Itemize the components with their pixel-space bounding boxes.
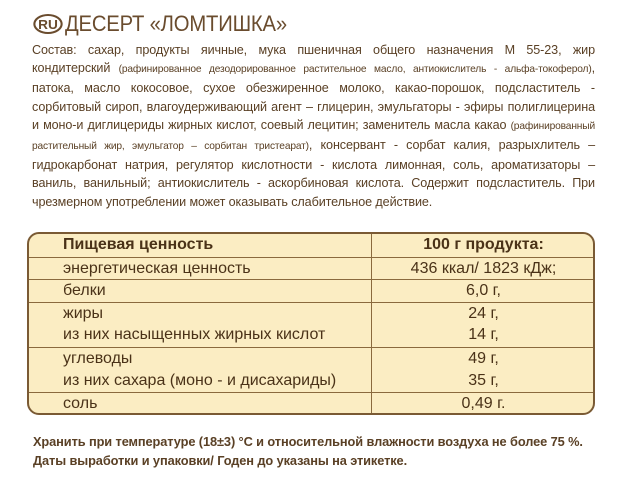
nutrition-header-value: 100 г продукта: [423,236,544,253]
composition-part-5: , консервант - сорбат калия, разрыхлитель – гидрокарбонат натрия, регулятор кислотности - кислота лимонная, соль, ароматизаторы – ваниль, ванильный; антиокислитель - аскорбиновая кислота. Содержит подсластитель. При чрезмерном употреблении может оказывать слабительное действие. [32,138,595,209]
nutrition-row-energy [29,257,593,280]
nutrition-header-name: Пищевая ценность [63,236,214,253]
composition-text [32,41,595,211]
nutrient-name: энергетическая ценность [63,259,251,277]
nutrient-name: из них сахара (моно - и дисахариды) [63,371,337,389]
nutrient-value: 0,49 г. [461,395,506,413]
nutrient-name: из них насыщенных жирных кислот [63,326,326,344]
nutrient-value: 436 ккал/ 1823 кДж; [410,259,557,277]
nutrient-name: углеводы [63,350,133,367]
nutrition-header-row [29,234,593,257]
product-header [34,11,306,37]
storage-line-2: Даты выработки и упаковки/ Годен до указаны на этикетке. [33,453,408,468]
composition-part-4: (рафинированный растительный жир, эмульгатор – сорбитан тристеарат) [32,120,595,153]
ru-language-badge: RU [33,14,62,34]
nutrition-row-sugars [29,370,593,393]
product-title: ДЕСЕРТ «ЛОМТИШКА» [65,11,287,36]
storage-line-1: Хранить при температуре (18±3) °С и относительной влажности воздуха не более 75 %. [33,434,583,449]
nutrition-row-fat [29,302,593,325]
composition-part-1: Состав: сахар, продукты яичные, мука пшеничная общего назначения М 55-23, жир кондитерский [32,43,595,76]
nutrient-value: 6,0 г, [465,282,501,300]
nutrient-name: соль [63,395,98,413]
nutrient-value: 35 г, [468,371,499,389]
composition-part-2: (рафинированное дезодорированное растительное масло, антиокислитель - альфа-токоферол) [118,64,592,76]
nutrient-value: 49 г, [468,350,499,367]
nutrient-value: 24 г, [468,304,499,322]
nutrition-row-protein [29,279,593,302]
nutrition-row-saturated-fat [29,324,593,347]
nutrient-name: жиры [63,304,104,322]
nutrient-value: 14 г, [468,326,499,344]
composition-part-3: , патока, масло кокосовое, сухое обезжиренное молоко, какао-порошок, подсластитель - сорбитовый сироп, влагоудерживающий агент – глицерин, эмульгаторы - эфиры полиглицерина и моно-и диглицериды жирных кислот, соевый лецитин; заменитель масла какао [32,61,595,132]
nutrition-table [27,232,595,415]
storage-conditions [33,432,603,470]
nutrient-name: белки [63,282,106,300]
nutrition-row-salt [29,392,593,415]
nutrition-row-carbs [29,347,593,370]
